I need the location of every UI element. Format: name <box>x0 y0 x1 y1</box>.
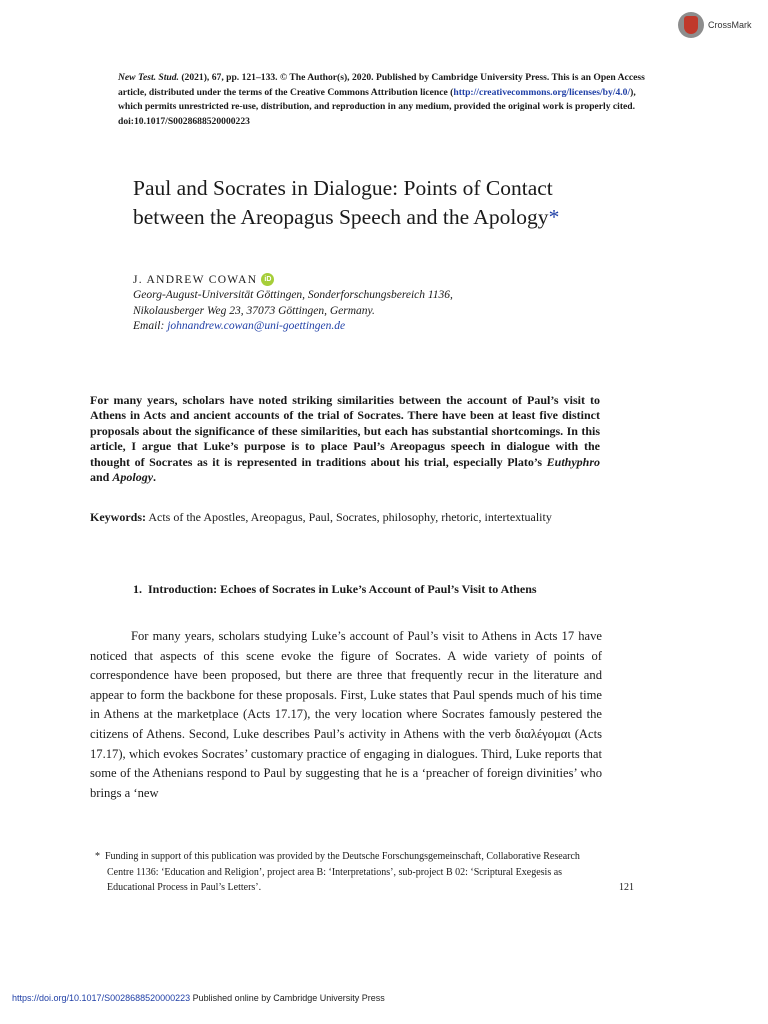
article-title <box>133 174 603 231</box>
abstract <box>90 393 600 485</box>
licence-link[interactable]: http://creativecommons.org/licenses/by/4.0/ <box>453 86 631 98</box>
journal-name: New Test. Stud. <box>118 72 179 83</box>
body-paragraph: For many years, scholars studying Luke’s account of Paul’s visit to Athens in Acts 17 have noticed that aspects of this scene evoke the figure of Socrates. A wide variety of points of correspondence have been proposed, but there are three that frequently recur in the literature and appear to form the backbone for these proposals. First, Luke states that Paul spends much of his time in Athens at the marketplace (Acts 17.17), the very location where Socrates famously pestered the citizens of Athens. Second, Luke describes Paul’s activity in Athens with the verb διαλέγομαι (Acts 17.17), which evokes Socrates’ customary practice of engaging in dialogues. Third, Luke reports that some of the Athenians respond to Paul by suggesting that he is a ‘preacher of foreign divinities’ who brings a ‘new <box>90 629 602 800</box>
title-footnote-marker[interactable]: * <box>548 204 560 229</box>
author-line <box>133 273 274 286</box>
author-name: J. ANDREW COWAN <box>133 273 258 286</box>
email-label: Email: <box>133 320 168 332</box>
author-affiliation <box>133 288 453 335</box>
abstract-end: . <box>153 470 157 485</box>
article-title-text: Paul and Socrates in Dialogue: Points of Contact between the Areopagus Speech and the Apology <box>133 176 553 229</box>
body-text <box>90 627 602 803</box>
doi-link[interactable]: https://doi.org/10.1017/S0028688520000223 <box>12 993 191 1003</box>
affiliation-line: Nikolausberger Weg 23, 37073 Göttingen, Germany. <box>133 304 375 317</box>
section-number: 1. <box>133 582 142 596</box>
citation-header <box>118 71 658 129</box>
keywords-label: Keywords: <box>90 510 146 524</box>
crossmark-icon <box>678 12 704 38</box>
abstract-conj: and <box>90 470 113 485</box>
keywords <box>90 510 600 525</box>
orcid-icon[interactable]: iD <box>261 273 274 286</box>
section-title: Introduction: Echoes of Socrates in Luke’s Account of Paul’s Visit to Athens <box>148 582 537 596</box>
page-number: 121 <box>619 882 634 893</box>
affiliation-line: Georg-August-Universität Göttingen, Sonderforschungsbereich 1136, <box>133 289 453 301</box>
abstract-text: For many years, scholars have noted striking similarities between the account of Paul’s visit to Athens in Acts and ancient accounts of the trial of Socrates. There have been at least five distinct proposals about the significance of these similarities, but each has substantial shortcomings. In this article, I argue that Luke’s purpose is to place Paul’s Areopagus speech in dialogue with the thought of Socrates as it is represented in traditions about his trial, especially Plato’s <box>90 393 600 469</box>
email-line <box>133 319 453 335</box>
keywords-list: Acts of the Apostles, Areopagus, Paul, Socrates, philosophy, rhetoric, intertextuality <box>146 510 552 524</box>
publisher-note: Published online by Cambridge University Press <box>190 993 385 1003</box>
crossmark-label: CrossMark <box>708 20 752 30</box>
footnote-marker: * <box>95 851 100 862</box>
email-link[interactable]: johnandrew.cowan@uni-goettingen.de <box>167 320 346 332</box>
citation-text: (2021), 67, pp. 121–133. © The Author(s), 2020. Published by Cambridge University Press. This is an Open Access article, distributed under the terms of the Creative Commons Attribution licence ( <box>118 72 645 98</box>
page-footer <box>12 993 385 1003</box>
doi-text: doi:10.1017/S0028688520000223 <box>118 115 250 127</box>
footnote <box>95 849 605 896</box>
citation-text-end: ), which permits unrestricted re-use, distribution, and reproduction in any medium, provided the original work is properly cited. <box>118 86 636 112</box>
footnote-text: Funding in support of this publication was provided by the Deutsche Forschungsgemeinschaft, Collaborative Research Centre 1136: ‘Education and Religion’, project area B: ‘Interpretations’, sub-project B 02: ‘Scriptural Exegesis as Educational Process in Paul’s Letters’. <box>105 851 580 893</box>
abstract-work-title: Euthyphro <box>546 454 600 469</box>
crossmark-badge[interactable] <box>678 12 752 38</box>
section-heading <box>133 580 603 599</box>
abstract-work-title: Apology <box>112 470 154 485</box>
